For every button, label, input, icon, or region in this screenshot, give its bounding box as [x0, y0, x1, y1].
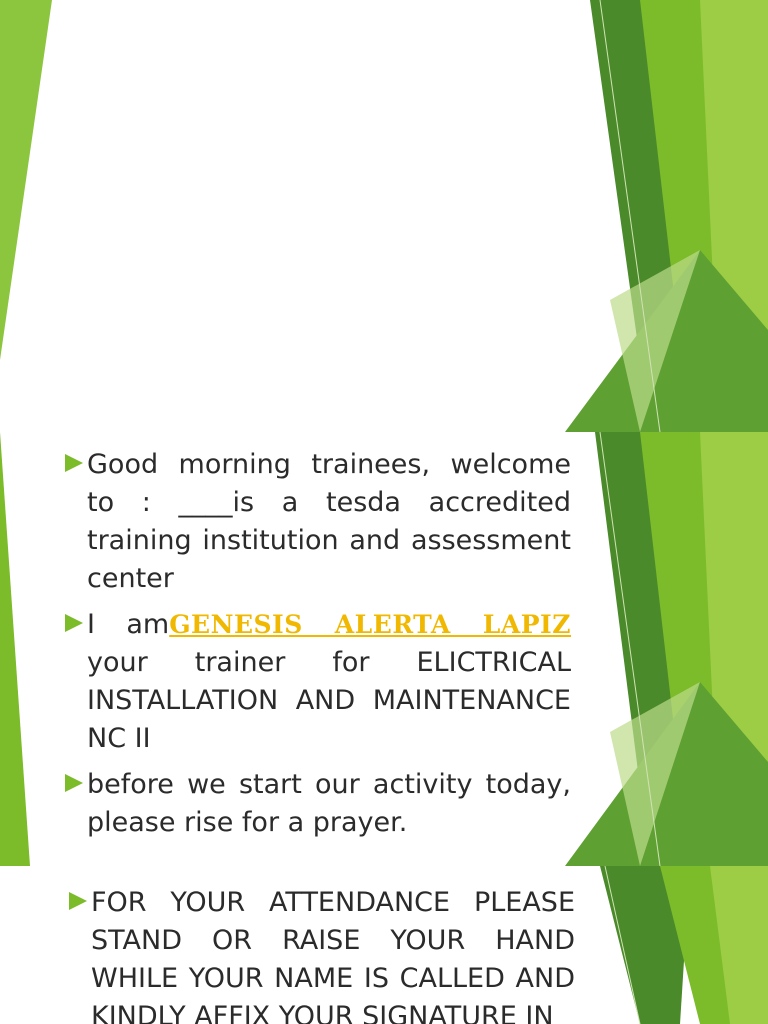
bullet-welcome	[87, 446, 571, 598]
bullet-text: before we start our activity today, please rise for a prayer.	[87, 769, 571, 838]
bullet-text: Good morning trainees, welcome to : ____is a tesda accredited training institution and assessment center	[87, 449, 571, 594]
bullet-trainer	[87, 606, 571, 758]
trainer-name: GENESIS ALERTA LAPIZ	[169, 610, 571, 639]
slide-welcome	[0, 432, 768, 866]
bullet-attendance	[91, 884, 575, 1024]
bullet-list	[91, 884, 575, 1024]
bullet-list	[87, 446, 571, 850]
triangle-right-icon	[65, 766, 85, 804]
triangle-right-icon	[65, 446, 85, 484]
bullet-prefix: I am	[87, 609, 170, 640]
triangle-right-icon	[69, 884, 89, 922]
slide-title	[0, 0, 768, 432]
slide-decoration	[0, 0, 768, 432]
bullet-suffix: your trainer for ELICTRICAL INSTALLATION AND MAINTENANCE NC II	[87, 647, 571, 754]
slide-attendance	[0, 866, 768, 1024]
bullet-text: FOR YOUR ATTENDANCE PLEASE STAND OR RAISE YOUR HAND WHILE YOUR NAME IS CALLED AND KINDLY AFFIX YOUR SIGNATURE IN	[91, 887, 575, 1024]
triangle-right-icon	[65, 606, 85, 644]
bullet-prayer	[87, 766, 571, 842]
